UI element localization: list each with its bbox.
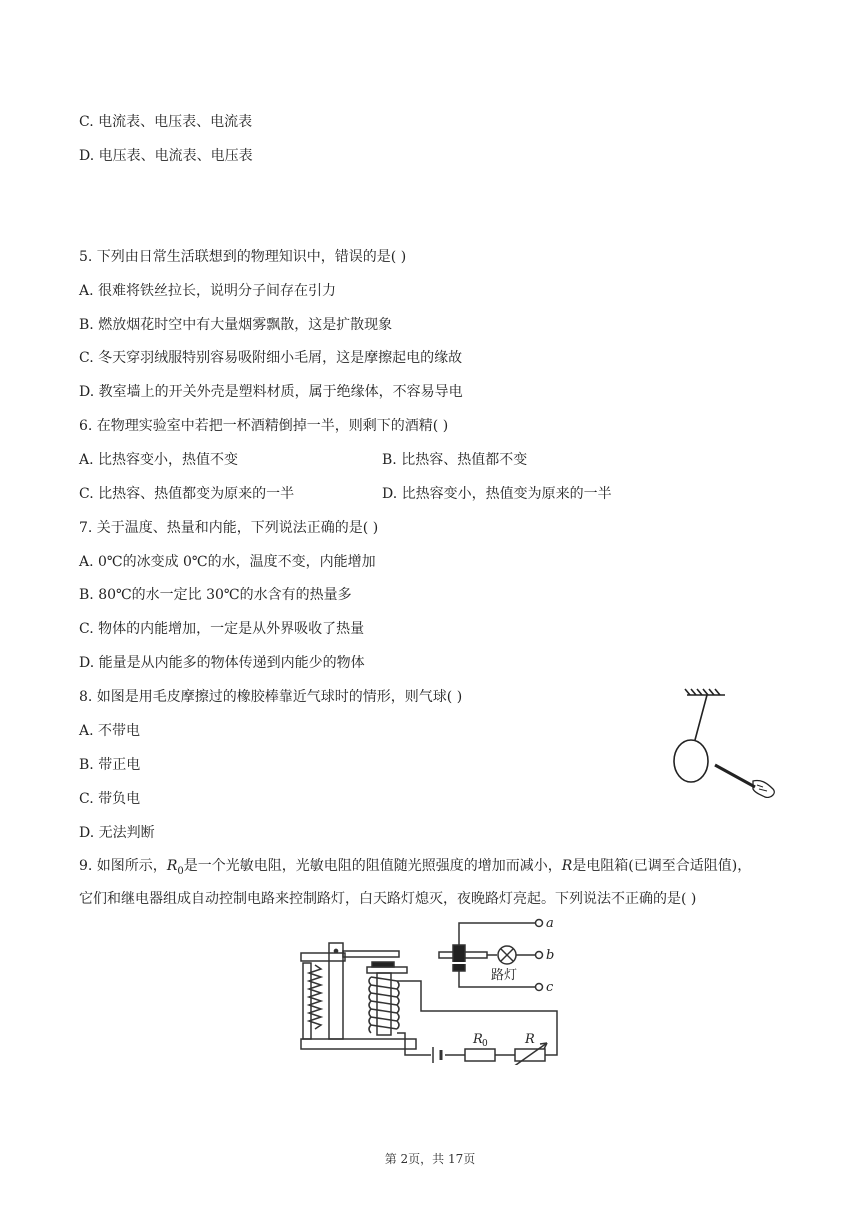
r0-symbol: R xyxy=(166,858,178,874)
q6-option-b: B. 比热容、热值都不变 xyxy=(382,452,528,468)
lamp-label: 路灯 xyxy=(491,968,518,983)
q8-option-c: C. 带负电 xyxy=(79,791,141,807)
terminal-c-label: c xyxy=(546,980,554,995)
q5-stem: 5. 下列由日常生活联想到的物理知识中，错误的是( ) xyxy=(79,249,407,265)
q8-option-d: D. 无法判断 xyxy=(79,825,155,841)
r0-label: R xyxy=(473,1032,483,1047)
q6-option-d: D. 比热容变小，热值变为原来的一半 xyxy=(382,486,612,502)
r-label: R xyxy=(525,1032,535,1047)
q9-stem-prefix: 9. 如图所示， xyxy=(79,858,167,874)
q7-option-d: D. 能量是从内能多的物体传递到内能少的物体 xyxy=(79,655,365,671)
q7-option-b: B. 80℃的水一定比 30℃的水含有的热量多 xyxy=(79,587,352,603)
q7-option-a: A. 0℃的冰变成 0℃的水，温度不变，内能增加 xyxy=(79,554,376,570)
terminal-b-label: b xyxy=(546,948,555,963)
q9-stem-end: 是电阻箱(已调至合适阻值)， xyxy=(572,858,752,874)
r-symbol: R xyxy=(561,858,573,874)
q8-option-b: B. 带正电 xyxy=(79,757,141,773)
q5-option-d: D. 教室墙上的开关外壳是塑料材质，属于绝缘体，不容易导电 xyxy=(79,384,463,400)
q6-stem: 6. 在物理实验室中若把一杯酒精倒掉一半，则剩下的酒精( ) xyxy=(79,418,449,434)
r0-subscript: 0 xyxy=(177,865,184,877)
relay-circuit-diagram xyxy=(295,915,565,1065)
q8-stem: 8. 如图是用毛皮摩擦过的橡胶棒靠近气球时的情形，则气球( ) xyxy=(79,689,463,705)
q9-stem-line1 xyxy=(79,857,751,881)
option-d-prev: D. 电压表、电流表、电压表 xyxy=(79,148,253,164)
q6-option-a: A. 比热容变小，热值不变 xyxy=(79,452,239,468)
q5-option-c: C. 冬天穿羽绒服特别容易吸附细小毛屑，这是摩擦起电的缘故 xyxy=(79,350,463,366)
option-c-prev: C. 电流表、电压表、电流表 xyxy=(79,114,253,130)
q9-stem-line2: 它们和继电器组成自动控制电路来控制路灯，白天路灯熄灭，夜晚路灯亮起。下列说法不正确的是( ) xyxy=(79,891,697,907)
q7-option-c: C. 物体的内能增加，一定是从外界吸收了热量 xyxy=(79,621,365,637)
balloon-rod-figure xyxy=(665,685,790,805)
q6-option-c: C. 比热容、热值都变为原来的一半 xyxy=(79,486,295,502)
r0-label-sub: 0 xyxy=(482,1039,488,1049)
q7-stem: 7. 关于温度、热量和内能，下列说法正确的是( ) xyxy=(79,520,379,536)
q5-option-b: B. 燃放烟花时空中有大量烟雾飘散，这是扩散现象 xyxy=(79,317,393,333)
q8-option-a: A. 不带电 xyxy=(79,723,141,739)
page-number: 第 2页，共 17页 xyxy=(384,1152,476,1166)
terminal-a-label: a xyxy=(546,916,554,931)
q5-option-a: A. 很难将铁丝拉长，说明分子间存在引力 xyxy=(79,283,337,299)
q9-stem-mid: 是一个光敏电阻，光敏电阻的阻值随光照强度的增加而减小， xyxy=(183,858,562,874)
